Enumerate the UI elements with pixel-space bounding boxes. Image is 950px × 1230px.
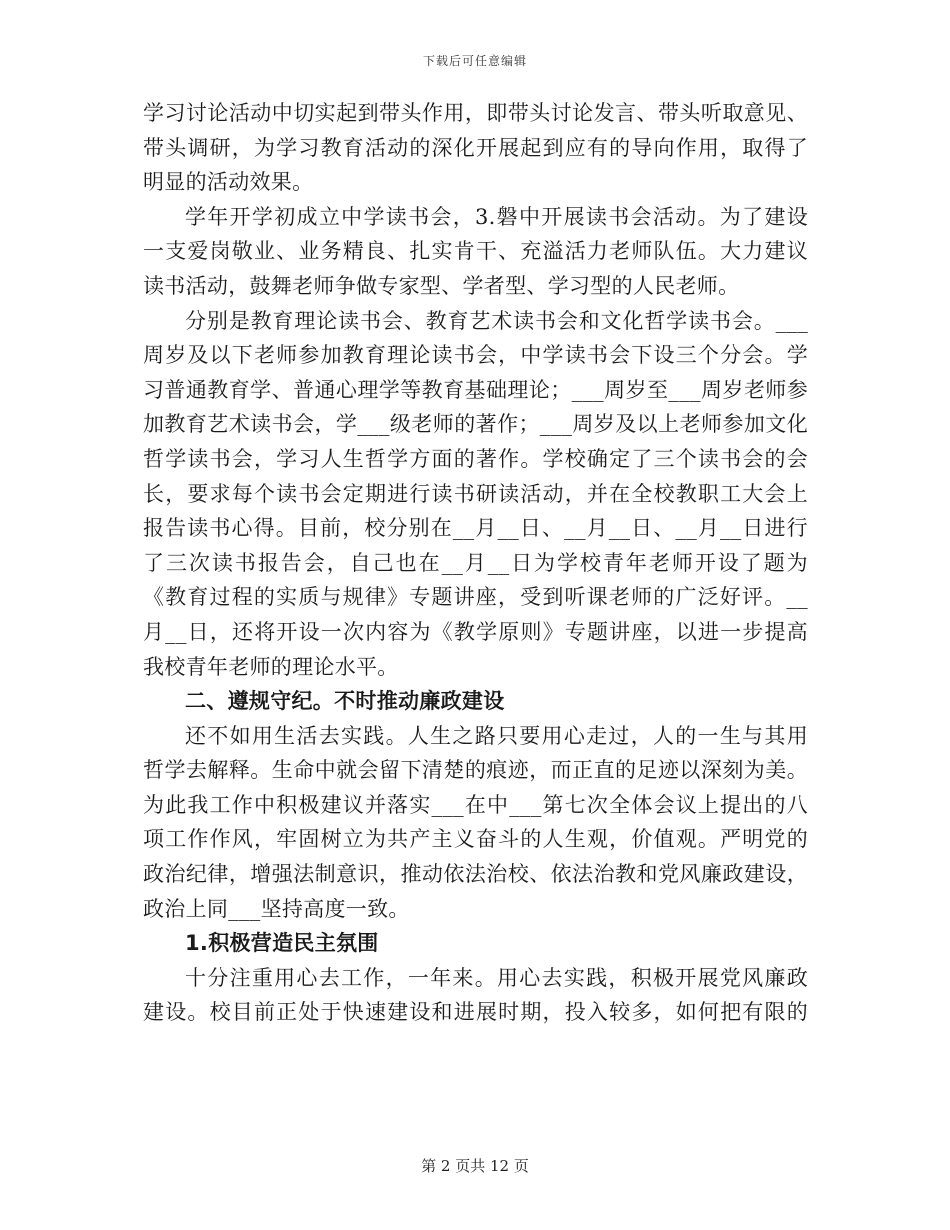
page-number: 第 2 页共 12 页 (421, 1157, 529, 1175)
text-line: 报告读书心得。目前，校分别在__月__日、__月__日、__月__日进行 (143, 516, 808, 541)
text-line: 习普通教育学、普通心理学等教育基础理论；___周岁至___周岁老师参 (143, 377, 808, 402)
text-line: 项工作作风，牢固树立为共产主义奋斗的人生观，价值观。严明党的 (143, 827, 808, 852)
text-line: 加教育艺术读书会，学___级老师的著作；___周岁及以上老师参加文化 (143, 412, 808, 437)
text-line: 政治上同___坚持高度一致。 (143, 896, 410, 921)
text-line: 了三次读书报告会，自己也在__月__日为学校青年老师开设了题为 (143, 550, 808, 575)
text-line: 十分注重用心去工作，一年来。用心去实践，积极开展党风廉政 (185, 965, 808, 990)
text-line: 建设。校目前正处于快速建设和进展时期，投入较多，如何把有限的 (143, 1000, 808, 1025)
text-line: 哲学去解释。生命中就会留下清楚的痕迹，而正直的足迹以深刻为美。 (143, 758, 808, 783)
document-body (143, 96, 808, 1030)
page-header: 下载后可任意编辑 (422, 54, 527, 68)
text-line: 政治纪律，增强法制意识，推动依法治校、依法治教和党风廉政建设， (143, 862, 808, 887)
subsection-heading: 1.积极营造民主氛围 (185, 931, 379, 956)
section-heading: 二、遵规守纪。不时推动廉政建设 (185, 689, 505, 714)
text-line: 《教育过程的实质与规律》专题讲座，受到听课老师的广泛好评。__ (143, 585, 808, 610)
text-line: 带头调研，为学习教育活动的深化开展起到应有的导向作用，取得了 (143, 135, 808, 160)
text-line: 学年开学初成立中学读书会，3.磐中开展读书会活动。为了建设 (185, 204, 808, 229)
text-line: 分别是教育理论读书会、教育艺术读书会和文化哲学读书会。___ (185, 308, 808, 333)
text-line: 月__日，还将开设一次内容为《教学原则》专题讲座，以进一步提高 (143, 619, 808, 644)
text-line: 周岁及以下老师参加教育理论读书会，中学读书会下设三个分会。学 (143, 343, 808, 368)
text-line: 还不如用生活去实践。人生之路只要用心走过，人的一生与其用 (185, 723, 808, 748)
text-line: 我校青年老师的理论水平。 (143, 654, 399, 679)
text-line: 为此我工作中积极建议并落实___在中___第七次全体会议上提出的八 (143, 792, 808, 817)
text-line: 读书活动，鼓舞老师争做专家型、学者型、学习型的人民老师。 (143, 273, 740, 298)
text-line: 学习讨论活动中切实起到带头作用，即带头讨论发言、带头听取意见、 (143, 101, 808, 125)
text-line: 哲学读书会，学习人生哲学方面的著作。学校确定了三个读书会的会 (143, 446, 808, 471)
text-line: 明显的活动效果。 (143, 170, 314, 195)
text-line: 长，要求每个读书会定期进行读书研读活动，并在全校教职工大会上 (143, 481, 808, 506)
text-line: 一支爱岗敬业、业务精良、扎实肯干、充溢活力老师队伍。大力建议 (143, 239, 808, 264)
